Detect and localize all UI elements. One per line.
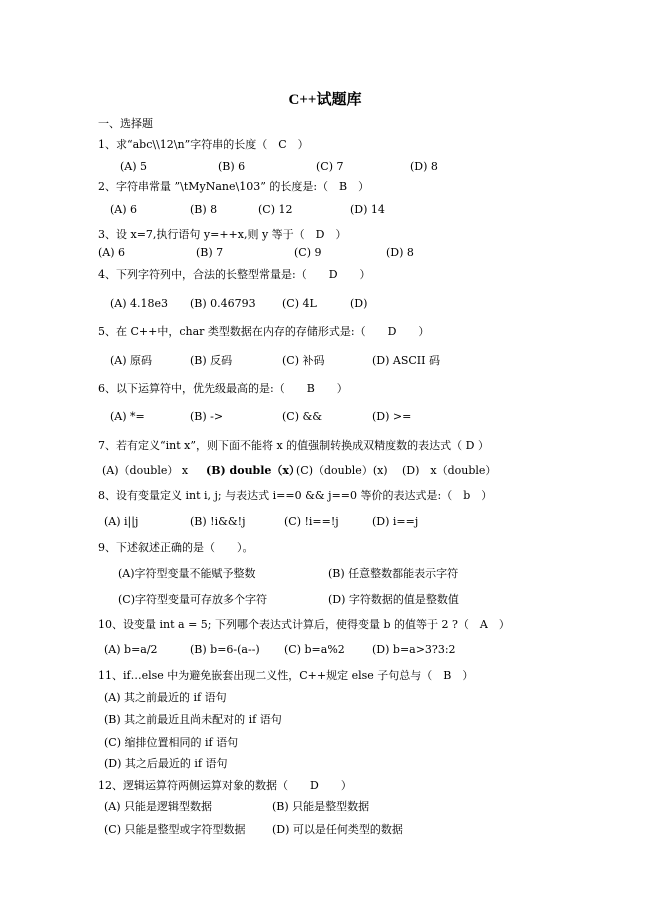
question-7: 7、若有定义“int x”，则下面不能将 x 的值强制转换成双精度数的表达式（ D ）: [98, 439, 489, 452]
q8-option-a: (A) i||j: [104, 515, 139, 528]
q2-option-d: (D) 14: [350, 203, 385, 216]
q11-option-c: (C) 缩排位置相同的 if 语句: [104, 736, 239, 749]
question-10: 10、设变量 int a = 5; 下列哪个表达式计算后，使得变量 b 的值等于 2 ?（ A ）: [98, 618, 510, 631]
section-heading: 一、选择题: [98, 117, 153, 130]
q11-option-d: (D) 其之后最近的 if 语句: [104, 757, 228, 770]
q4-option-d: (D): [350, 297, 368, 310]
q12-option-d: (D) 可以是任何类型的数据: [272, 823, 403, 836]
q2-option-c: (C) 12: [258, 203, 293, 216]
q1-option-d: (D) 8: [410, 160, 438, 173]
question-4: 4、下列字符列中，合法的长整型常量是:（ D ）: [98, 268, 371, 281]
q9-option-c: (C)字符型变量可存放多个字符: [118, 593, 267, 606]
q5-option-a: (A) 原码: [110, 354, 153, 367]
q6-option-c: (C) &&: [282, 410, 323, 423]
q3-option-c: (C) 9: [294, 246, 322, 259]
q6-option-d: (D) >=: [372, 410, 412, 423]
question-8: 8、设有变量定义 int i, j; 与表达式 i==0 && j==0 等价的表达式是:（ b ）: [98, 489, 493, 502]
q7-option-a: (A)（double） x: [102, 464, 189, 477]
q6-option-a: (A) *=: [110, 410, 145, 423]
q3-option-a: (A) 6: [98, 246, 126, 259]
question-6: 6、以下运算符中，优先级最高的是:（ B ）: [98, 382, 348, 395]
q11-option-a: (A) 其之前最近的 if 语句: [104, 691, 227, 704]
q9-option-d: (D) 字符数据的值是整数值: [328, 593, 459, 606]
question-9: 9、下述叙述正确的是（ ）。: [98, 541, 254, 554]
q4-option-c: (C) 4L: [282, 297, 317, 310]
q7-option-c: (C)（double）(x): [296, 464, 388, 477]
q2-option-b: (B) 8: [190, 203, 218, 216]
q8-option-d: (D) i==j: [372, 515, 419, 528]
q10-option-d: (D) b=a>3?3:2: [372, 643, 456, 656]
q7-option-d: (D) x（double）: [402, 464, 497, 477]
question-3: 3、设 x=7,执行语句 y=++x,则 y 等于（ D ）: [98, 228, 347, 241]
q3-option-d: (D) 8: [386, 246, 414, 259]
q4-option-b: (B) 0.46793: [190, 297, 256, 310]
question-2: 2、字符串常量 ”\tMyNane\103” 的长度是:（ B ）: [98, 180, 370, 193]
question-1: 1、求“abc\\12\n”字符串的长度（ C ）: [98, 138, 309, 151]
q12-option-a: (A) 只能是逻辑型数据: [104, 800, 213, 813]
question-11: 11、if…else 中为避免嵌套出现二义性，C++规定 else 子句总与（ B ）: [98, 669, 474, 682]
q8-option-b: (B) !i&&!j: [190, 515, 246, 528]
q1-option-c: (C) 7: [316, 160, 344, 173]
q11-option-b: (B) 其之前最近且尚未配对的 if 语句: [104, 713, 282, 726]
q9-option-a: (A)字符型变量不能赋予整数: [118, 567, 256, 580]
q7-option-b: (B) double（x）: [206, 464, 300, 477]
q10-option-a: (A) b=a/2: [104, 643, 158, 656]
q5-option-b: (B) 反码: [190, 354, 233, 367]
q10-option-c: (C) b=a%2: [284, 643, 345, 656]
page-title: C++试题库: [288, 92, 362, 108]
q6-option-b: (B) ->: [190, 410, 224, 423]
question-5: 5、在 C++中，char 类型数据在内存的存储形式是:（ D ）: [98, 325, 430, 338]
q1-option-b: (B) 6: [218, 160, 246, 173]
q4-option-a: (A) 4.18e3: [110, 297, 169, 310]
q1-option-a: (A) 5: [120, 160, 148, 173]
q5-option-c: (C) 补码: [282, 354, 325, 367]
q3-option-b: (B) 7: [196, 246, 224, 259]
q8-option-c: (C) !i==!j: [284, 515, 339, 528]
q12-option-b: (B) 只能是整型数据: [272, 800, 370, 813]
question-12: 12、逻辑运算符两侧运算对象的数据（ D ）: [98, 779, 352, 792]
q9-option-b: (B) 任意整数都能表示字符: [328, 567, 459, 580]
q10-option-b: (B) b=6-(a--): [190, 643, 260, 656]
q2-option-a: (A) 6: [110, 203, 138, 216]
q12-option-c: (C) 只能是整型或字符型数据: [104, 823, 246, 836]
q5-option-d: (D) ASCII 码: [372, 354, 440, 367]
